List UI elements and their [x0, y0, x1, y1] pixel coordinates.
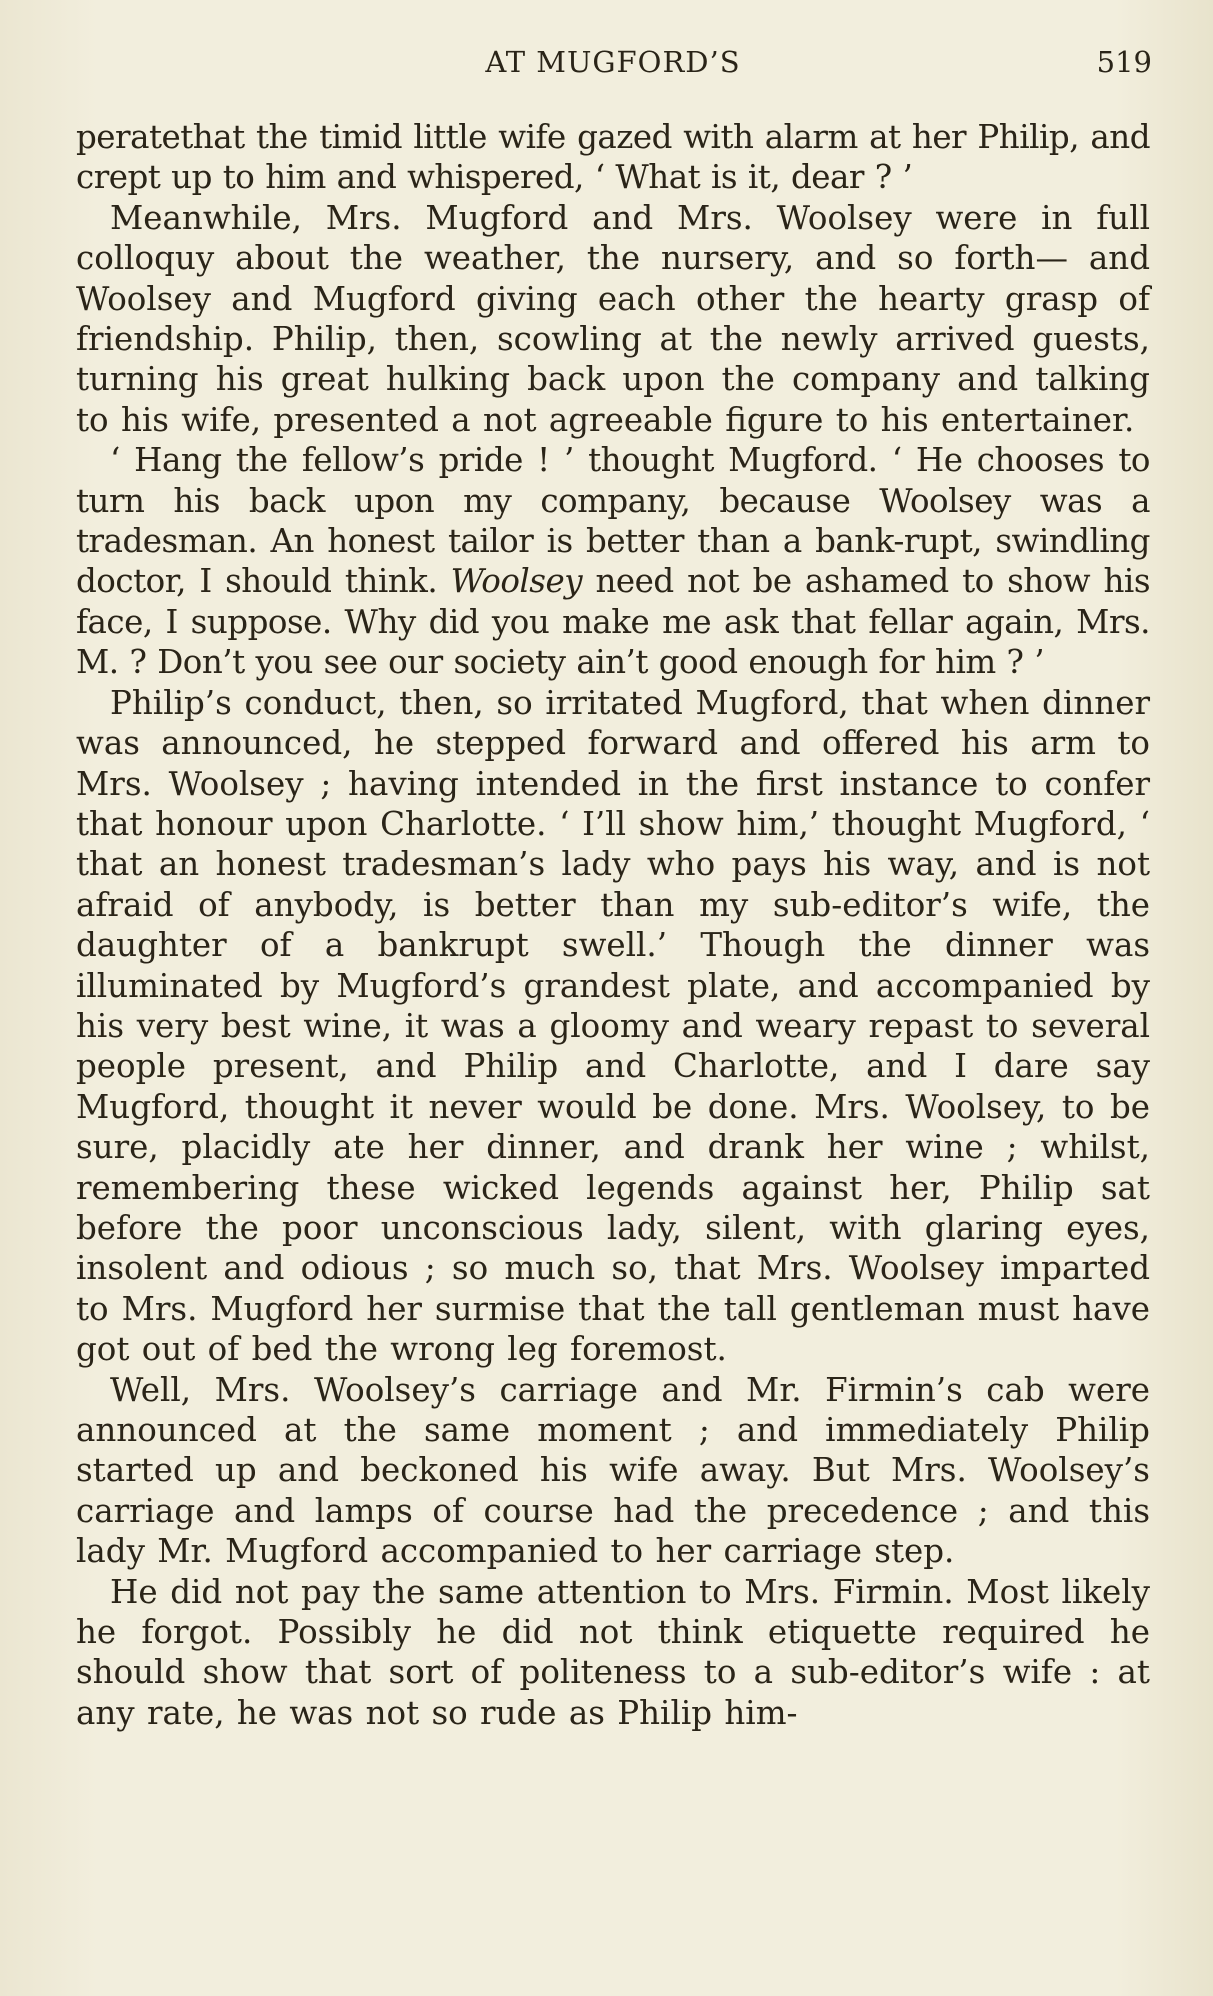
paragraph: peratethat the timid little wife gazed with alarm at her Philip, and crept up to him and whispered, ‘ What is it, dear ? ’: [76, 118, 1150, 197]
paragraph: [76, 440, 1150, 682]
paragraph: Meanwhile, Mrs. Mugford and Mrs. Woolsey were in full colloquy about the weather, the nursery, and so forth— and Woolsey and Mugford giving each other the hearty grasp of friendship. Philip, then, scowling at the newly arrived guests, turning his great hulking back upon the company and talking to his wife, presented a not agreeable figure to his entertainer.: [76, 198, 1150, 439]
page-number: 519: [1096, 45, 1152, 79]
paragraph-text: need not be ashamed to show his face, I suppose. Why did you make me ask that fellar again, Mrs. M. ? Don’t you see our society ain’t good enough for him ? ’: [76, 562, 1150, 682]
paragraph: Philip’s conduct, then, so irritated Mugford, that when dinner was announced, he stepped forward and offered his arm to Mrs. Woolsey ; having intended in the first instance to confer that honour upon Charlotte. ‘ I’ll show him,’ thought Mugford, ‘ that an honest tradesman’s lady who pays his way, and is not afraid of anybody, is better than my sub-editor’s wife, the daughter of a bankrupt swell.’ Though the dinner was illuminated by Mugford’s grandest plate, and accompanied by his very best wine, it was a gloomy and weary repast to several people present, and Philip and Charlotte, and I dare say Mugford, thought it never would be done. Mrs. Woolsey, to be sure, placidly ate her dinner, and drank her wine ; whilst, remembering these wicked legends against her, Philip sat before the poor unconscious lady, silent, with glaring eyes, insolent and odious ; so much so, that Mrs. Woolsey imparted to Mrs. Mugford her surmise that the tall gentleman must have got out of bed the wrong leg foremost.: [76, 683, 1150, 1369]
running-title: AT MUGFORD’S: [485, 45, 741, 79]
paragraph-text: ‘ Hang the fellow’s pride ! ’ thought Mugford. ‘ He chooses to turn his back upon my company, because Woolsey was a tradesman. An honest tailor is better than a bank-rupt, swindling doctor, I should think.: [76, 441, 1150, 601]
emphasized-name: Woolsey: [450, 562, 583, 601]
paragraph: He did not pay the same attention to Mrs. Firmin. Most likely he forgot. Possibly he did not think etiquette required he should show that sort of politeness to a sub-editor’s wife : at any rate, he was not so rude as Philip him-: [76, 1572, 1150, 1732]
page-header: [74, 40, 1152, 84]
paragraph: Well, Mrs. Woolsey’s carriage and Mr. Firmin’s cab were announced at the same moment ; and immediately Philip started up and beckoned his wife away. But Mrs. Woolsey’s carriage and lamps of course had the precedence ; and this lady Mr. Mugford accompanied to her carriage step.: [76, 1370, 1150, 1571]
body-text: [76, 117, 1150, 1733]
